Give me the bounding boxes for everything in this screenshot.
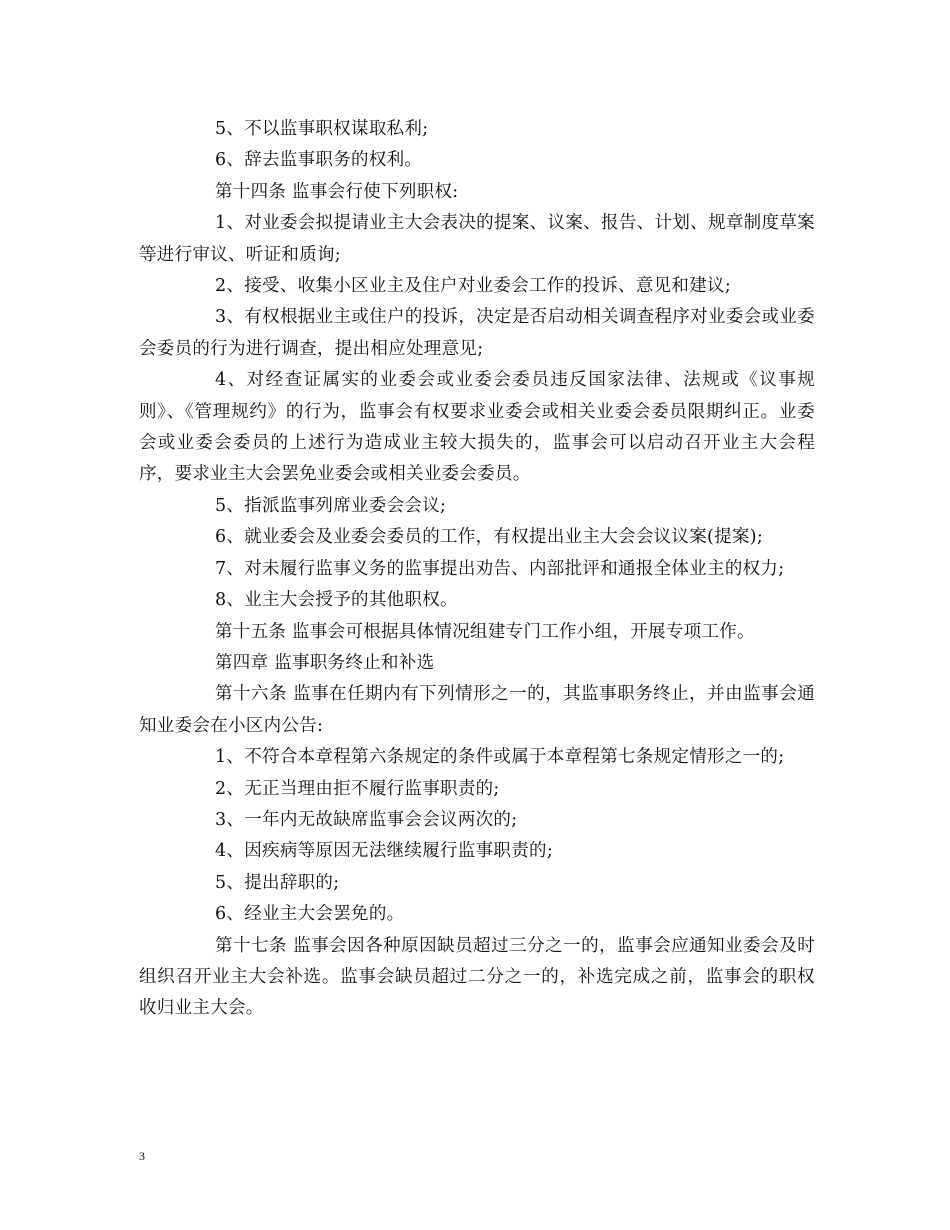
paragraph-article-16: 第十六条 监事在任期内有下列情形之一的，其监事职务终止，并由监事会通知业委会在小区内公告: bbox=[139, 684, 815, 736]
paragraph-article-15: 第十五条 监事会可根据具体情况组建专门工作小组，开展专项工作。 bbox=[215, 621, 755, 642]
paragraph-article-16-item-2: 2、无正当理由拒不履行监事职责的; bbox=[215, 778, 500, 799]
chapter-4-heading: 第四章 监事职务终止和补选 bbox=[215, 652, 435, 673]
paragraph-item-5-no-private-gain: 5、不以监事职权谋取私利; bbox=[215, 119, 429, 139]
paragraph-article-14-item-1: 1、对业委会拟提请业主大会表决的提案、议案、报告、计划、规章制度草案等进行审议、听证和质询; bbox=[139, 213, 815, 265]
paragraph-article-14-item-5: 5、指派监事列席业委会会议; bbox=[215, 495, 447, 516]
paragraph-article-14-item-2: 2、接受、收集小区业主及住户对业委会工作的投诉、意见和建议; bbox=[215, 276, 732, 297]
paragraph-article-16-item-6: 6、经业主大会罢免的。 bbox=[215, 904, 405, 925]
paragraph-article-17: 第十七条 监事会因各种原因缺员超过三分之一的，监事会应通知业委会及时组织召开业主大会补选。监事会缺员超过二分之一的，补选完成之前，监事会的职权收归业主大会。 bbox=[139, 935, 815, 1019]
document-body bbox=[139, 114, 815, 1025]
paragraph-article-14: 第十四条 监事会行使下列职权: bbox=[215, 181, 459, 202]
paragraph-article-14-item-6: 6、就业委会及业委会委员的工作，有权提出业主大会会议议案(提案); bbox=[215, 527, 764, 548]
paragraph-article-16-item-3: 3、一年内无故缺席监事会会议两次的; bbox=[215, 809, 518, 830]
paragraph-article-14-item-4: 4、对经查证属实的业委会或业委会委员违反国家法律、法规或《议事规则》、《管理规约》的行为，监事会有权要求业委会或相关业委会委员限期纠正。业委会或业委会委员的上述行为造成业主较大损失的，监事会可以启动召开业主大会程序，要求业主大会罢免业委会或相关业委会委员。 bbox=[139, 370, 815, 485]
paragraph-article-14-item-8: 8、业主大会授予的其他职权。 bbox=[215, 590, 458, 611]
paragraph-item-6-resign-right: 6、辞去监事职务的权利。 bbox=[215, 150, 423, 171]
page-number: 3 bbox=[139, 1149, 145, 1163]
paragraph-article-14-item-3: 3、有权根据业主或住户的投诉，决定是否启动相关调查程序对业委会或业委会委员的行为进行调查，提出相应处理意见; bbox=[139, 307, 815, 359]
paragraph-article-16-item-5: 5、提出辞职的; bbox=[215, 872, 340, 893]
paragraph-article-16-item-1: 1、不符合本章程第六条规定的条件或属于本章程第七条规定情形之一的; bbox=[215, 747, 785, 768]
paragraph-article-16-item-4: 4、因疾病等原因无法继续履行监事职责的; bbox=[215, 841, 554, 862]
paragraph-article-14-item-7: 7、对未履行监事义务的监事提出劝告、内部批评和通报全体业主的权力; bbox=[215, 558, 785, 579]
